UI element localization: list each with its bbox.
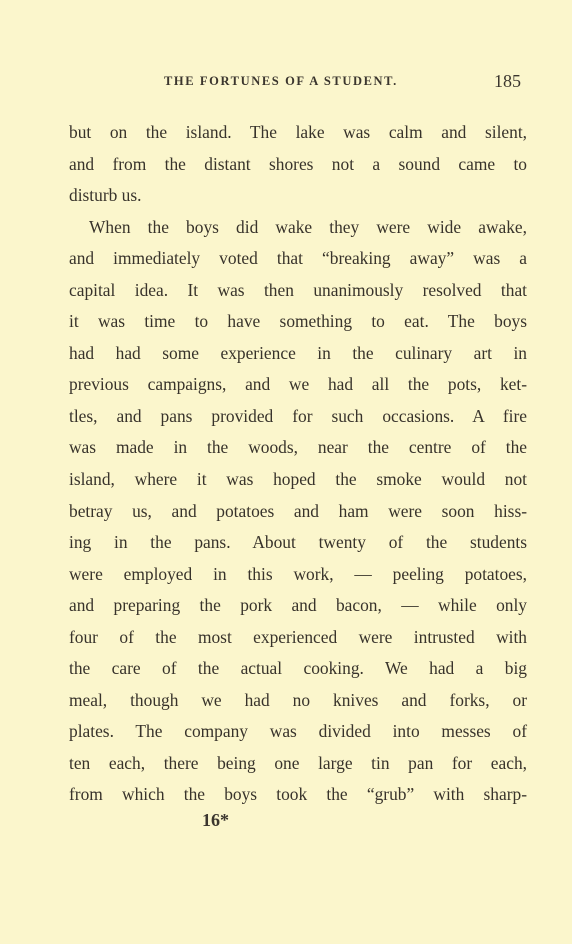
- text-line: tles, and pans provided for such occasions. A fire: [69, 405, 527, 426]
- text-line: plates. The company was divided into messes of: [69, 721, 527, 742]
- text-line: previous campaigns, and we had all the pots, ket-: [69, 374, 527, 395]
- text-line: from which the boys took the “grub” with sharp-: [69, 784, 527, 805]
- text-line: and from the distant shores not a sound came to: [69, 153, 527, 174]
- text-line: were employed in this work, — peeling potatoes,: [69, 563, 527, 584]
- text-line: ing in the pans. About twenty of the students: [69, 532, 527, 553]
- running-head: [0, 71, 572, 96]
- text-line: the care of the actual cooking. We had a big: [69, 658, 527, 679]
- text-line: four of the most experienced were intrusted with: [69, 626, 527, 647]
- text-line: but on the island. The lake was calm and silent,: [69, 122, 527, 142]
- body-text: [69, 117, 527, 811]
- page-number: 185: [494, 71, 521, 91]
- text-line: capital idea. It was then unanimously resolved that: [69, 279, 527, 300]
- text-line: island, where it was hoped the smoke would not: [69, 469, 527, 490]
- text-line: had had some experience in the culinary art in: [69, 342, 527, 363]
- signature-mark: 16*: [202, 810, 229, 830]
- text-line: meal, though we had no knives and forks, or: [69, 689, 527, 710]
- text-line: was made in the woods, near the centre of the: [69, 437, 527, 458]
- text-line: betray us, and potatoes and ham were soon hiss-: [69, 500, 527, 521]
- text-line: and immediately voted that “breaking away” was a: [69, 248, 527, 269]
- paragraph-start-line: When the boys did wake they were wide awake,: [89, 216, 527, 237]
- text-line: disturb us.: [69, 185, 142, 206]
- running-head-title: THE FORTUNES OF A STUDENT.: [164, 74, 398, 88]
- text-line: it was time to have something to eat. The boys: [69, 311, 527, 332]
- text-line: and preparing the pork and bacon, — while only: [69, 595, 527, 616]
- text-line: ten each, there being one large tin pan for each,: [69, 752, 527, 773]
